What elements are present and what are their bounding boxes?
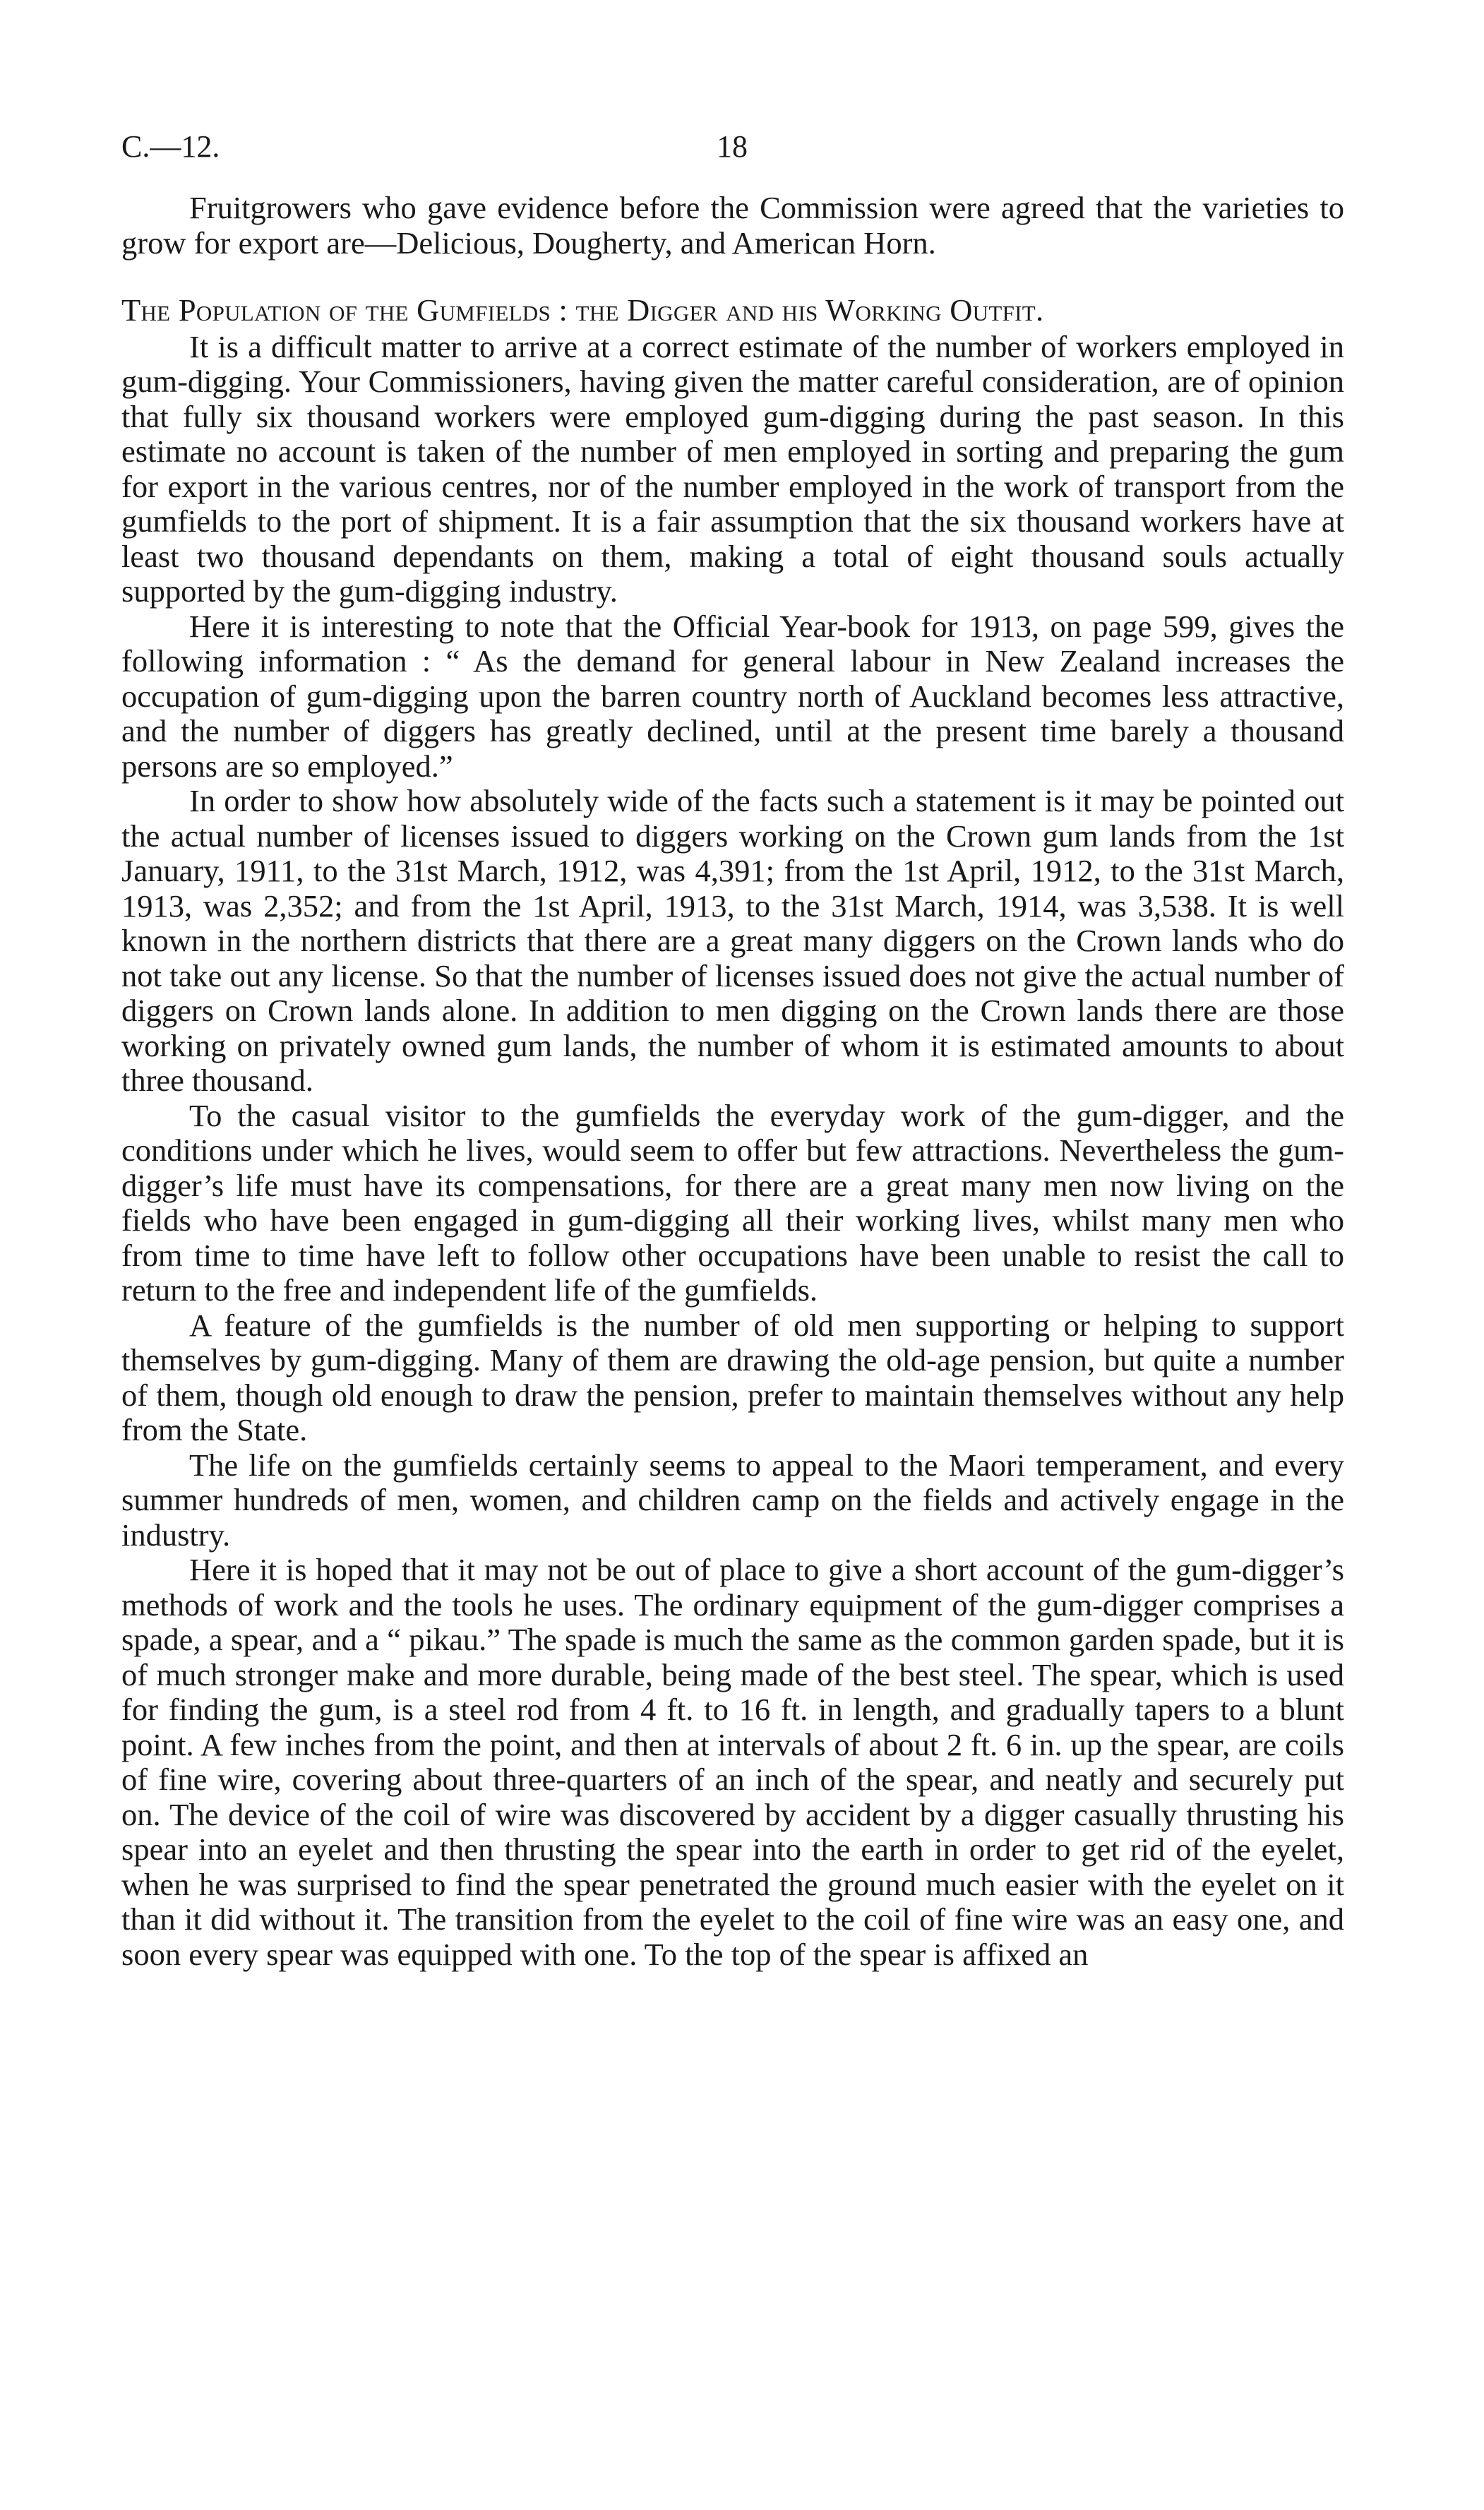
intro-paragraph: Fruitgrowers who gave evidence before the Commission were agreed that the varieties to grow for export are—Delicious, Dougherty, and American Horn. bbox=[121, 190, 1344, 261]
body-paragraph-year-book-quote: Here it is interesting to note that the Official Year-book for 1913, on page 599, gives the following information : “ As the demand for general labour in New Zealand increases the occupation of gum-digging upon the barren country north of Auckland becomes less attractive, and the number of diggers has greatly declined, until at the present time barely a thousand persons are so employed.” bbox=[121, 608, 1344, 784]
page-number: 18 bbox=[717, 129, 748, 164]
body-paragraph-digger-life: To the casual visitor to the gumfields the everyday work of the gum-digger, and the conditions under which he lives, would seem to offer but few attractions. Nevertheless the gum-digger’s life must have its compensations, for there are a great many men now living on the fields who have been engaged in gum-digging all their working lives, whilst many men who from time to time have left to follow other occupations have been unable to resist the call to return to the free and independent life of the gumfields. bbox=[121, 1097, 1344, 1308]
document-reference: C.—12. bbox=[121, 129, 220, 164]
section-heading: The Population of the Gumfields : the Digger and his Working Outfit. bbox=[121, 292, 1044, 328]
body-paragraph-license-figures: In order to show how absolutely wide of the facts such a statement is it may be pointed out the actual number of licenses issued to diggers working on the Crown gum lands from the 1st January, 1911, to the 31st March, 1912, was 4,391; from the 1st April, 1912, to the 31st March, 1913, was 2,352; and from the 1st April, 1913, to the 31st March, 1914, was 3,538. It is well known in the northern districts that there are a great many diggers on the Crown lands who do not take out any license. So that the number of licenses issued does not give the actual number of diggers on Crown lands alone. In addition to men digging on the Crown lands there are those working on privately owned gum lands, the number of whom it is estimated amounts to about three thousand. bbox=[121, 783, 1344, 1098]
body-paragraph-tools: Here it is hoped that it may not be out of place to give a short account of the gum-digger’s methods of work and the tools he uses. The ordinary equipment of the gum-digger comprises a spade, a spear, and a “ pikau.” The spade is much the same as the common garden spade, but it is of much stronger make and more durable, being made of the best steel. The spear, which is used for finding the gum, is a steel rod from 4 ft. to 16 ft. in length, and gradually tapers to a blunt point. A few inches from the point, and then at intervals of about 2 ft. 6 in. up the spear, are coils of fine wire, covering about three-quarters of an inch of the spear, and neatly and securely put on. The device of the coil of wire was discovered by accident by a digger casually thrusting his spear into an eyelet and then thrusting the spear into the earth in order to get rid of the eyelet, when he was surprised to find the spear penetrated the ground much easier with the eyelet on it than it did without it. The transition from the eyelet to the coil of fine wire was an easy one, and soon every spear was equipped with one. To the top of the spear is affixed an bbox=[121, 1552, 1344, 1972]
page-header bbox=[121, 126, 1343, 168]
body-paragraph-workers-estimate: It is a difficult matter to arrive at a correct estimate of the number of workers employed in gum-digging. Your Commissioners, having given the matter careful consideration, are of opinion that fully six thousand workers were employed gum-digging during the past season. In this estimate no account is taken of the number of men employed in sorting and preparing the gum for export in the various centres, nor of the number employed in the work of transport from the gumfields to the port of shipment. It is a fair assumption that the six thousand workers have at least two thousand dependants on them, making a total of eight thousand souls actually supported by the gum-digging industry. bbox=[121, 328, 1344, 609]
body-paragraph-maori: The life on the gumfields certainly seems to appeal to the Maori temperament, and every summer hundreds of men, women, and children camp on the fields and actively engage in the industry. bbox=[121, 1447, 1344, 1553]
page-body bbox=[121, 191, 1344, 1972]
body-paragraph-old-men: A feature of the gumfields is the number of old men supporting or helping to support themselves by gum-digging. Many of them are drawing the old-age pension, but quite a number of them, though old enough to draw the pension, prefer to maintain themselves without any help from the State. bbox=[121, 1307, 1344, 1447]
